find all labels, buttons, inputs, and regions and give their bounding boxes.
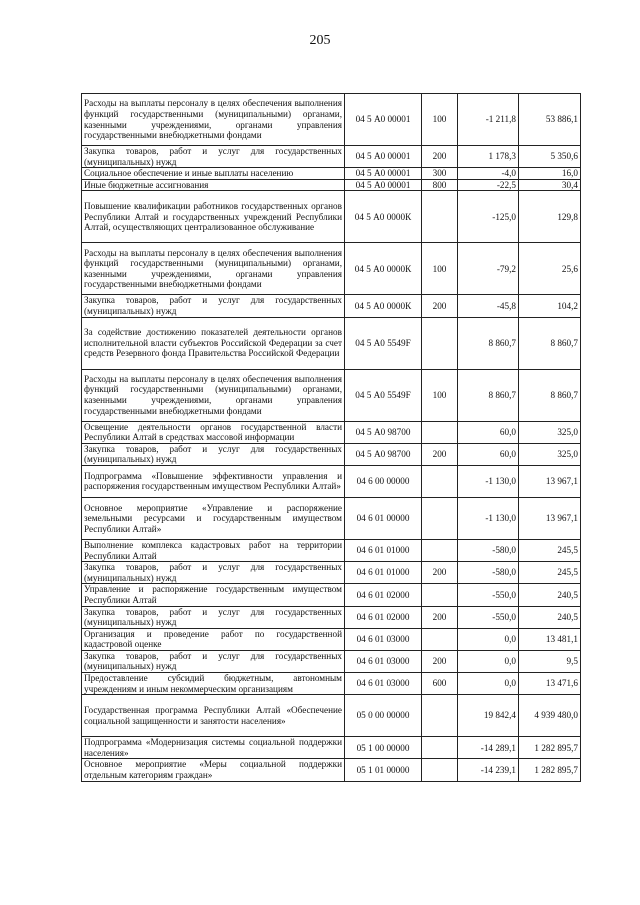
table-row	[82, 465, 581, 497]
cell-code: 04 6 01 02000	[345, 606, 422, 628]
cell-code: 04 5 А0 5549F	[345, 369, 422, 421]
cell-type: 100	[422, 243, 458, 295]
table-row	[82, 94, 581, 146]
cell-type: 200	[422, 146, 458, 168]
cell-code: 04 6 01 03000	[345, 650, 422, 672]
table-row	[82, 421, 581, 443]
cell-code: 05 0 00 00000	[345, 695, 422, 737]
cell-change: 8 860,7	[458, 317, 519, 369]
cell-total: 325,0	[519, 443, 581, 465]
cell-code: 04 5 А0 98700	[345, 443, 422, 465]
cell-name: Закупка товаров, работ и услуг для государственных (муниципальных) нужд	[82, 562, 345, 584]
budget-table	[81, 93, 581, 782]
cell-name: Государственная программа Республики Алтай «Обеспечение социальной защищенности и занятости населения»	[82, 695, 345, 737]
cell-name: Закупка товаров, работ и услуг для государственных (муниципальных) нужд	[82, 606, 345, 628]
cell-change: -1 130,0	[458, 465, 519, 497]
cell-total: 240,5	[519, 606, 581, 628]
cell-change: -550,0	[458, 606, 519, 628]
cell-total: 16,0	[519, 168, 581, 180]
cell-name: Управление и распоряжение государственным имуществом Республики Алтай	[82, 584, 345, 606]
cell-total: 8 860,7	[519, 369, 581, 421]
cell-type	[422, 191, 458, 243]
cell-total: 104,2	[519, 295, 581, 317]
cell-change: 60,0	[458, 443, 519, 465]
cell-name: Основное мероприятие «Управление и распоряжение земельными ресурсами и государственным имуществом Республики Алтай»	[82, 497, 345, 539]
cell-change: 0,0	[458, 628, 519, 650]
table-row	[82, 695, 581, 737]
cell-type	[422, 317, 458, 369]
table-row	[82, 443, 581, 465]
cell-code: 04 6 01 03000	[345, 628, 422, 650]
cell-change: -125,0	[458, 191, 519, 243]
cell-code: 04 5 А0 98700	[345, 421, 422, 443]
cell-name: Основное мероприятие «Меры социальной поддержки отдельным категориям граждан»	[82, 759, 345, 781]
cell-code: 05 1 00 00000	[345, 737, 422, 759]
cell-total: 5 350,6	[519, 146, 581, 168]
cell-total: 30,4	[519, 179, 581, 191]
cell-type: 100	[422, 94, 458, 146]
cell-name: Закупка товаров, работ и услуг для государственных (муниципальных) нужд	[82, 650, 345, 672]
cell-type: 100	[422, 369, 458, 421]
cell-change: -14 239,1	[458, 759, 519, 781]
table-row	[82, 606, 581, 628]
cell-total: 13 471,6	[519, 673, 581, 695]
budget-table-body	[82, 94, 581, 782]
cell-name: Расходы на выплаты персоналу в целях обеспечения выполнения функций государственными (муниципальными) органами, казенными учреждениями, органами управления государственными внебюджетными фондами	[82, 94, 345, 146]
cell-change: -4,0	[458, 168, 519, 180]
cell-change: 0,0	[458, 650, 519, 672]
cell-total: 9,5	[519, 650, 581, 672]
table-row	[82, 295, 581, 317]
cell-type	[422, 737, 458, 759]
cell-code: 04 5 А0 0000К	[345, 243, 422, 295]
cell-code: 04 5 А0 00001	[345, 94, 422, 146]
cell-type: 200	[422, 650, 458, 672]
cell-type	[422, 421, 458, 443]
table-row	[82, 539, 581, 561]
cell-type: 200	[422, 562, 458, 584]
cell-change: -1 130,0	[458, 497, 519, 539]
cell-type: 600	[422, 673, 458, 695]
cell-total: 53 886,1	[519, 94, 581, 146]
table-row	[82, 650, 581, 672]
cell-total: 240,5	[519, 584, 581, 606]
cell-type	[422, 628, 458, 650]
cell-total: 13 967,1	[519, 497, 581, 539]
cell-code: 04 5 А0 00001	[345, 146, 422, 168]
table-row	[82, 179, 581, 191]
cell-type: 800	[422, 179, 458, 191]
table-row	[82, 562, 581, 584]
cell-total: 8 860,7	[519, 317, 581, 369]
cell-change: -79,2	[458, 243, 519, 295]
cell-type: 200	[422, 606, 458, 628]
cell-total: 325,0	[519, 421, 581, 443]
cell-change: -580,0	[458, 539, 519, 561]
cell-total: 245,5	[519, 539, 581, 561]
cell-change: -550,0	[458, 584, 519, 606]
cell-change: 19 842,4	[458, 695, 519, 737]
cell-code: 04 5 А0 00001	[345, 179, 422, 191]
table-row	[82, 673, 581, 695]
cell-total: 4 939 480,0	[519, 695, 581, 737]
cell-total: 1 282 895,7	[519, 759, 581, 781]
table-row	[82, 191, 581, 243]
cell-change: -45,8	[458, 295, 519, 317]
cell-type	[422, 759, 458, 781]
cell-name: Предоставление субсидий бюджетным, автономным учреждениям и иным некоммерческим организациям	[82, 673, 345, 695]
cell-name: За содействие достижению показателей деятельности органов исполнительной власти субъектов Российской Федерации за счет средств Резервного фонда Правительства Российской Федерации	[82, 317, 345, 369]
cell-change: -1 211,8	[458, 94, 519, 146]
cell-code: 04 5 А0 5549F	[345, 317, 422, 369]
cell-name: Закупка товаров, работ и услуг для государственных (муниципальных) нужд	[82, 295, 345, 317]
cell-total: 13 481,1	[519, 628, 581, 650]
cell-code: 05 1 01 00000	[345, 759, 422, 781]
cell-change: 0,0	[458, 673, 519, 695]
cell-code: 04 5 А0 0000К	[345, 191, 422, 243]
table-row	[82, 584, 581, 606]
cell-name: Расходы на выплаты персоналу в целях обеспечения выполнения функций государственными (муниципальными) органами, казенными учреждениями, органами управления государственными внебюджетными фондами	[82, 243, 345, 295]
cell-code: 04 5 А0 0000К	[345, 295, 422, 317]
cell-total: 25,6	[519, 243, 581, 295]
cell-type	[422, 539, 458, 561]
cell-change: -22,5	[458, 179, 519, 191]
table-row	[82, 497, 581, 539]
cell-name: Организация и проведение работ по государственной кадастровой оценке	[82, 628, 345, 650]
cell-name: Закупка товаров, работ и услуг для государственных (муниципальных) нужд	[82, 146, 345, 168]
cell-name: Социальное обеспечение и иные выплаты населению	[82, 168, 345, 180]
cell-type	[422, 695, 458, 737]
table-row	[82, 369, 581, 421]
cell-code: 04 6 00 00000	[345, 465, 422, 497]
cell-total: 13 967,1	[519, 465, 581, 497]
table-row	[82, 737, 581, 759]
cell-type	[422, 465, 458, 497]
cell-change: 1 178,3	[458, 146, 519, 168]
cell-code: 04 6 01 01000	[345, 539, 422, 561]
cell-code: 04 6 01 01000	[345, 562, 422, 584]
cell-change: -14 289,1	[458, 737, 519, 759]
page-number: 205	[309, 33, 331, 48]
table-row	[82, 168, 581, 180]
cell-change: 60,0	[458, 421, 519, 443]
table-row	[82, 317, 581, 369]
table-row	[82, 243, 581, 295]
cell-change: 8 860,7	[458, 369, 519, 421]
cell-name: Подпрограмма «Модернизация системы социальной поддержки населения»	[82, 737, 345, 759]
cell-type: 200	[422, 443, 458, 465]
cell-name: Закупка товаров, работ и услуг для государственных (муниципальных) нужд	[82, 443, 345, 465]
cell-name: Выполнение комплекса кадастровых работ на территории Республики Алтай	[82, 539, 345, 561]
cell-name: Освещение деятельности органов государственной власти Республики Алтай в средствах массовой информации	[82, 421, 345, 443]
cell-code: 04 6 01 02000	[345, 584, 422, 606]
cell-total: 129,8	[519, 191, 581, 243]
cell-type	[422, 584, 458, 606]
table-row	[82, 146, 581, 168]
cell-name: Подпрограмма «Повышение эффективности управления и распоряжения государственным имуществом Республики Алтай»	[82, 465, 345, 497]
cell-total: 1 282 895,7	[519, 737, 581, 759]
cell-type: 200	[422, 295, 458, 317]
cell-code: 04 6 01 03000	[345, 673, 422, 695]
cell-change: -580,0	[458, 562, 519, 584]
cell-name: Иные бюджетные ассигнования	[82, 179, 345, 191]
cell-code: 04 6 01 00000	[345, 497, 422, 539]
cell-name: Расходы на выплаты персоналу в целях обеспечения выполнения функций государственными (муниципальными) органами, казенными учреждениями, органами управления государственными внебюджетными фондами	[82, 369, 345, 421]
cell-code: 04 5 А0 00001	[345, 168, 422, 180]
table-row	[82, 628, 581, 650]
cell-total: 245,5	[519, 562, 581, 584]
cell-type: 300	[422, 168, 458, 180]
cell-type	[422, 497, 458, 539]
table-row	[82, 759, 581, 781]
cell-name: Повышение квалификации работников государственных органов Республики Алтай и государственных учреждений Республики Алтай, осуществляющих централизованное обслуживание	[82, 191, 345, 243]
